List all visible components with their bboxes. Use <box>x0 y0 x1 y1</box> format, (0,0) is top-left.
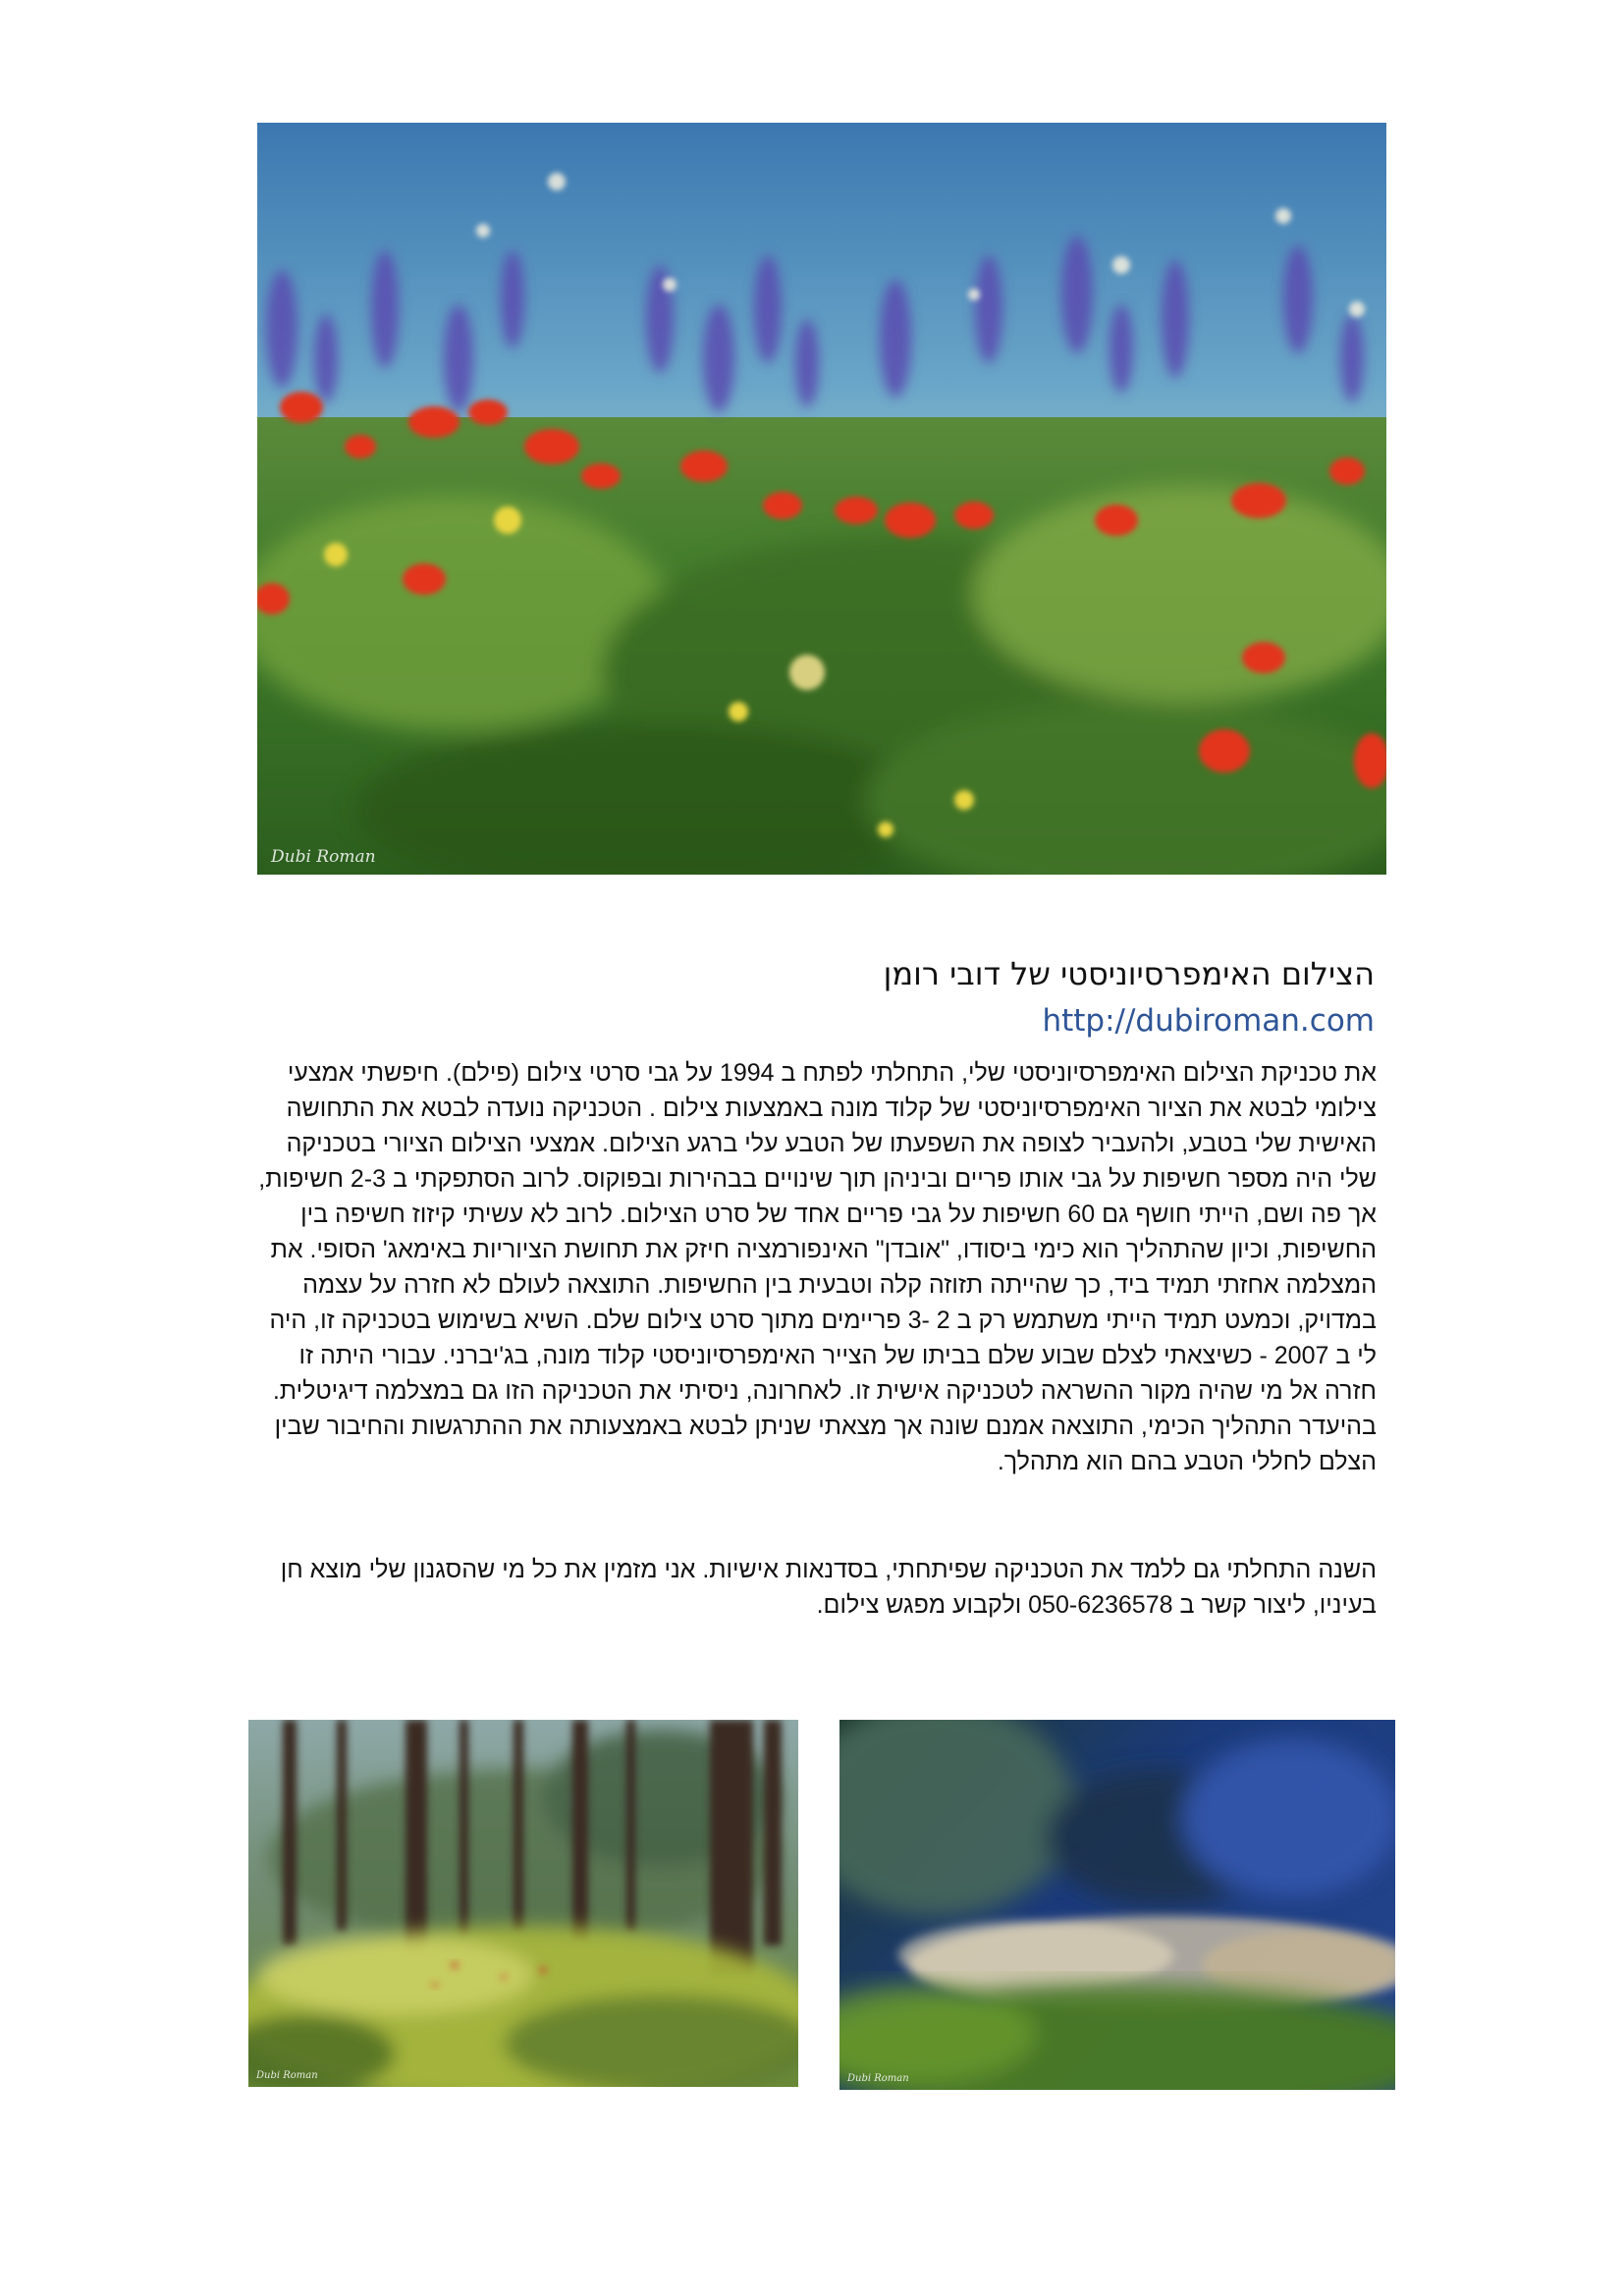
article-paragraph-workshops: השנה התחלתי גם ללמד את הטכניקה שפיתחתי, בסדנאות אישיות. אני מזמין את כל מי שהסגנון שלי מוצא חן בעיניו, ליצור קשר ב 050-6236578 ולקבוע מפגש צילום. <box>280 1556 1377 1619</box>
article-title: הצילום האימפרסיוניסטי של דובי רומן <box>883 955 1375 992</box>
grass-photo <box>839 1720 1395 2090</box>
hero-flower-field-photo <box>257 123 1386 875</box>
grass-illustration <box>839 1720 1395 2090</box>
article-paragraph-technique: את טכניקת הצילום האימפרסיוניסטי שלי, התחלתי לפתח ב 1994 על גבי סרטי צילום (פילם). חיפשתי אמצעי צילומי לבטא את הציור האימפרסיוניסטי של קלוד מונה באמצעות צילום . הטכניקה נועדה לבטא את התחושה האישית שלי בטבע, ולהעביר לצופה את השפעתו של הטבע עלי ברגע הצילום. אמצעי הצילום הציורי בטכניקה שלי היה מספר חשיפות על גבי אותו פריים וביניהן תוך שינויים בבהירות ובפוקוס. לרוב הסתפקתי ב 2-3 חשיפות, אך פה ושם, הייתי חושף גם 60 חשיפות על גבי פריים אחד של סרט הצילום. לרוב לא עשיתי קיזוז חשיפה בין החשיפות, וכיון שהתהליך הוא כימי ביסודו, "אובדן" האינפורמציה חיזק את תחושת הציוריות באימאג' הסופי. את המצלמה אחזתי תמיד ביד, כך שהייתה תזוזה קלה וטבעית בין החשיפות. התוצאה לעולם לא חזרה על עצמה במדויק, וכמעט תמיד הייתי משתמש רק ב 2 -3 פריימים מתוך סרט צילום שלם. השיא בשימוש בטכניקה זו, היה לי ב 2007 - כשיצאתי לצלם שבוע שלם בביתו של הצייר האימפרסיוניסטי קלוד מונה, בג'יברני. עבורי היתה זו חזרה אל מי שהיה מקור ההשראה לטכניקה אישית זו. לאחרונה, ניסיתי את הטכניקה הזו גם במצלמה דיגיטלית. בהיעדר התהליך הכימי, התוצאה אמנם שונה אך מצאתי שניתן לבטא באמצעותה את ההתרגשות והחיבור שבין הצלם לחללי הטבע בהם הוא מתהלך. <box>258 1059 1377 1475</box>
photo-signature: Dubi Roman <box>271 847 376 867</box>
photo-signature: Dubi Roman <box>256 2070 318 2081</box>
forest-photo <box>248 1720 798 2087</box>
forest-illustration <box>248 1720 798 2087</box>
photo-signature: Dubi Roman <box>847 2073 909 2084</box>
flower-field-illustration <box>257 123 1386 875</box>
website-link[interactable]: http://dubiroman.com <box>1042 1003 1375 1039</box>
